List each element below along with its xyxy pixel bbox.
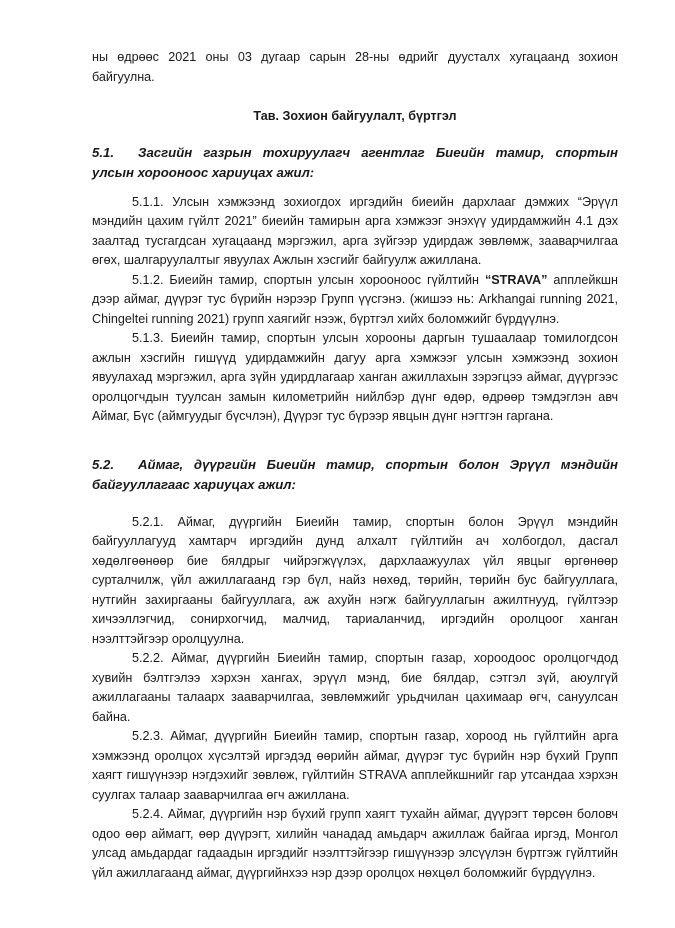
section-title: Аймаг, дүүргийн Биеийн тамир, спортын болон Эрүүл мэндийн байгууллагаас хариуцах ажил: (92, 456, 618, 492)
spacer (92, 495, 618, 513)
paragraph-5-2-1: 5.2.1. Аймаг, дүүргийн Биеийн тамир, спортын болон Эрүүл мэндийн байгууллагууд хамтарч иргэдийн дунд алхалт гүйлтийн ач холбогдол, дасгал хөдөлгөөнөөр бие бялдрыг чийрэгжүүлэх, дархлаажуулах үйл явцыг өргөнөөр сурталчилж, үйл ажиллагаанд гэр бүл, найз нөхөд, төрийн, төрийн бус байгууллага, нутгийн захиргааны байгууллага, аж ахуйн нэгж байгууллагын ажилтнууд, гүйлтээр хичээллэгчид, сонирхогчид, малчид, тариаланчид, иргэдийн оролцоог ханган нээлттэйгээр оролцуулна. (92, 514, 618, 646)
section-title: Засгийн газрын тохируулагч агентлаг Биеийн тамир, спортын улсын хорооноос хариуцах ажил: (92, 144, 618, 180)
paragraph-5-1-2 (92, 271, 618, 330)
section-number: 5.1. (92, 144, 114, 160)
paragraph-5-1-3: 5.1.3. Биеийн тамир, спортын улсын хорооны даргын тушаалаар томилогдсон ажлын хэсгийн гишүүд удирдамжийн дагуу арга хэмжээг улсын хэмжээнд зохион явуулахад мэргэжил, арга зүйн удирдлагаар ханган ажиллахын зэрэгцээ аймаг, дүүргээс оролцогчдын туулсан замын километрийн нийлбэр дүнг өдөр, өдрөөр тэмдэглэн авч Аймаг, Бүс (аймгуудыг бүсчлэн), Дүүрэг тус бүрээр явцын дүнг нэгтгэн гаргана. (92, 331, 618, 423)
document-page (92, 48, 618, 883)
paragraph-5-2-2: 5.2.2. Аймаг, дүүргийн Биеийн тамир, спортын газар, хороодоос оролцогчдод хувийн бэлтгэлээ хэрхэн хангах, эрүүл мэнд, бие бялдар, сэтгэл зүй, аюулгүй ажиллагааны талаарх зааварчилгаа, зөвлөмжийг урьдчилан цахимаар өгч, сануулсан байна. (92, 651, 618, 724)
paragraph-5-1-1: 5.1.1. Улсын хэмжээнд зохиогдох иргэдийн биеийн дархлааг дэмжих “Эрүүл мэндийн цахим гүйлт 2021” биеийн тамирын арга хэмжээг энэхүү удирдамжийн 4.1 дэх заалтад тусгагдсан хугацаанд мэргэжил, арга зүйгээр удирдаж зөвлөмж, зааварчилгаа өгөх, шалгаруулалтыг явуулах Ажлын хэсгийг байгуулж ажиллана. (92, 194, 618, 267)
chapter-title: Тав. Зохион байгуулалт, бүртгэл (253, 109, 457, 123)
paragraph-text: апплейкшн дээр аймаг, дүүрэг тус бүрийн нэрээр Групп үүсгэнэ. (жишээ нь: Arkhangai running 2021, Chingeltei running 2021) групп хаягийг нээж, бүртгэл хийх боломжийг бүрдүүлнэ. (92, 272, 618, 326)
strava-label: “STRAVA” (484, 272, 548, 287)
section-heading-5-1 (92, 143, 618, 183)
paragraph-text: 5.1.2. Биеийн тамир, спортын улсын хорооноос гүйлтийн (132, 272, 485, 287)
spacer (92, 183, 618, 193)
section-heading-5-2 (92, 455, 618, 495)
paragraph-5-2-4: 5.2.4. Аймаг, дүүргийн нэр бүхий групп хаягт тухайн аймаг, дүүрэгт төрсөн боловч одоо өөр аймагт, өөр дүүрэгт, хилийн чанадад амьдарч ажиллаж байгаа иргэд, Монгол улсад амьдардаг гадаадын иргэдийг нээлттэйгээр гишүүнээр элсүүлэн бүртгэж гүйлтийн үйл ажиллагаанд аймаг, дүүргийнхээ нэр дээр оролцох нөхцөл боломжийг бүрдүүлнэ. (92, 807, 618, 880)
paragraph-5-2-3: 5.2.3. Аймаг, дүүргийн Биеийн тамир, спортын газар, хороод нь гүйлтийн арга хэмжээнд оролцох хүсэлтэй иргэдэд өөрийн аймаг, дүүрэг тус бүрийн нэр бүхий Групп хаягт гишүүнээр нэгдэхийг зөвлөж, гүйлтийн STRAVA апплейкшнийг гар утсандаа хэрхэн суулгах талаар зааварчилгаа өгч ажиллана. (92, 729, 618, 802)
lead-paragraph: ны өдрөөс 2021 оны 03 дугаар сарын 28-ны өдрийг дуусталх хугацаанд зохион байгуулна. (92, 50, 618, 84)
section-number: 5.2. (92, 456, 114, 472)
